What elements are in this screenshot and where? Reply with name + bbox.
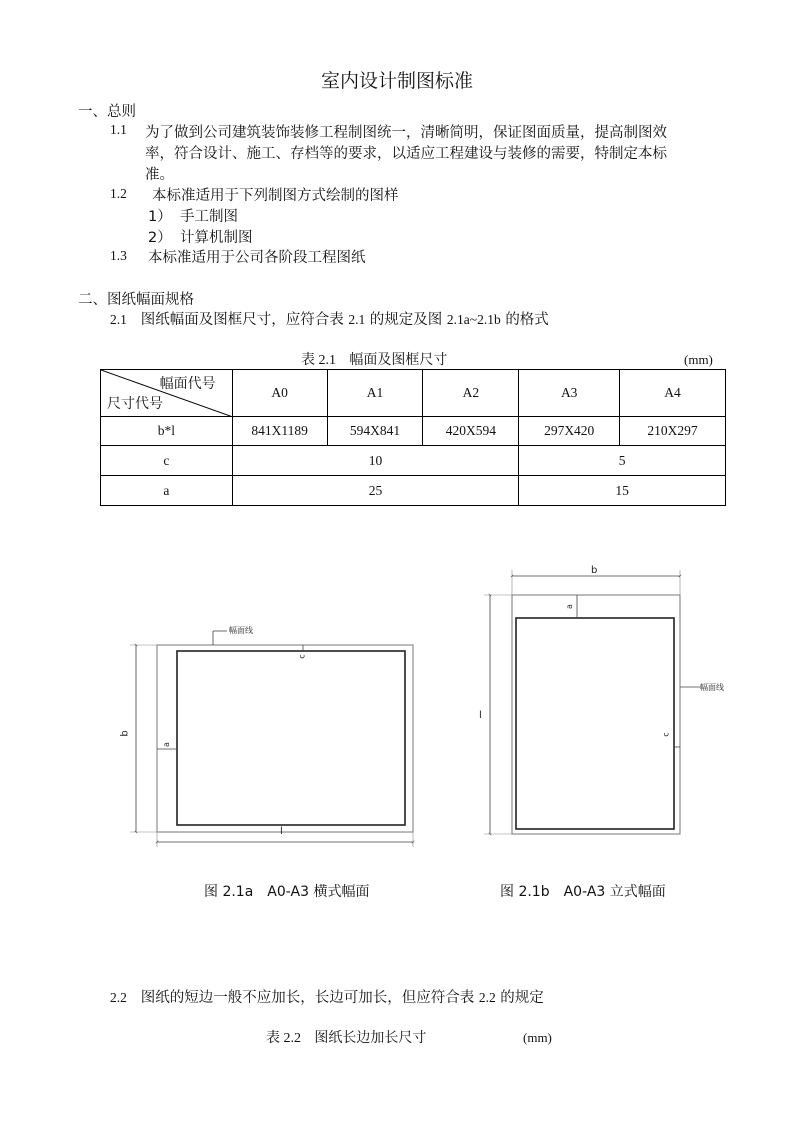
item-2-2-text: 图纸的短边一般不应加长，长边可加长，但应符合表 [140, 990, 475, 1006]
item-2-1-mid: 的规定及图 [369, 312, 443, 328]
header-cell: A2 [423, 370, 519, 417]
row-label: a [101, 476, 233, 506]
header-cell: A1 [327, 370, 423, 417]
diag-top-label: 幅面代号 [159, 376, 216, 392]
table-cell: 594X841 [327, 417, 423, 446]
item-2-2-number: 2.2 [110, 990, 127, 1005]
fig-b-dim-a: a [564, 604, 574, 609]
fig-a-dim-l: l [280, 826, 283, 837]
table-2-unit: (mm) [523, 1030, 552, 1045]
figure-landscape [120, 615, 430, 850]
item-2-2-end: 的规定 [500, 990, 544, 1006]
table-cell: 297X420 [519, 417, 620, 446]
item-1-3-number: 1.3 [110, 248, 127, 263]
drawing-frame [516, 618, 674, 829]
item-1-3-text: 本标准适用于公司各阶段工程图纸 [148, 250, 366, 266]
row-label: c [101, 446, 233, 476]
item-2-1-figure-ref: 2.1a~2.1b [446, 312, 501, 327]
drawing-frame [177, 651, 405, 825]
figure-portrait [478, 560, 738, 850]
item-1-1-line1: 为了做到公司建筑装饰装修工程制图统一，清晰简明，保证图面质量，提高制图效 [145, 125, 667, 141]
item-2-1-table-ref: 2.1 [348, 312, 366, 327]
table-row-c [101, 446, 726, 476]
table-1-caption [301, 349, 447, 369]
item-2-1 [110, 308, 549, 329]
item-1-2-number: 1.2 [110, 186, 127, 201]
fig-a-dim-c: c [297, 654, 307, 659]
figure-a-caption: 图 2.1a A0-A3 横式幅面 [204, 884, 370, 900]
table-1-caption-text: 幅面及图框尺寸 [349, 352, 448, 368]
sub-1-number: 1） [148, 209, 172, 225]
fig-b-dim-c: c [661, 732, 671, 737]
table-cell: 841X1189 [232, 417, 327, 446]
table-1-caption-number: 表 2.1 [301, 353, 336, 368]
page-title: 室内设计制图标准 [320, 70, 473, 92]
item-1-2-text: 本标准适用于下列制图方式绘制的图样 [152, 188, 399, 204]
sub-1-text: 手工制图 [180, 209, 238, 225]
table-cell: 25 [232, 476, 519, 506]
item-2-1-end: 的格式 [505, 312, 549, 328]
header-cell: A4 [620, 370, 726, 417]
fig-b-frame-line-label: 幅面线 [700, 683, 724, 692]
table-2-caption [266, 1027, 426, 1047]
item-2-1-number: 2.1 [110, 312, 127, 327]
section-2-heading: 二、图纸幅面规格 [78, 292, 194, 308]
table-header-row [101, 370, 726, 417]
table-cell: 210X297 [620, 417, 726, 446]
item-1-1-line3: 准。 [145, 167, 174, 183]
fig-a-dim-b: b [119, 730, 131, 737]
fig-b-dim-b: b [591, 565, 598, 576]
table-1-unit: (mm) [684, 352, 713, 367]
table-2-caption-text: 图纸长边加长尺寸 [314, 1030, 427, 1046]
sub-2-text: 计算机制图 [180, 230, 253, 246]
item-2-2-table-ref: 2.2 [478, 990, 496, 1005]
table-row-bl [101, 417, 726, 446]
section-1-heading: 一、总则 [78, 104, 136, 120]
item-2-2 [110, 986, 544, 1007]
paper-boundary [512, 595, 680, 834]
figure-b-caption: 图 2.1b A0-A3 立式幅面 [500, 884, 666, 900]
header-cell: A3 [519, 370, 620, 417]
diag-bottom-label: 尺寸代号 [107, 396, 163, 412]
diagonal-header-cell [101, 370, 233, 417]
table-row-a [101, 476, 726, 506]
fig-b-dim-l: l [479, 710, 482, 721]
item-2-1-text: 图纸幅面及图框尺寸，应符合表 [140, 312, 344, 328]
fig-a-frame-line-label: 幅面线 [229, 626, 253, 635]
table-cell: 10 [232, 446, 519, 476]
table-cell: 5 [519, 446, 726, 476]
fig-a-dim-a: a [161, 742, 171, 747]
paper-boundary [157, 645, 413, 832]
item-1-1-line2: 率，符合设计、施工、存档等的要求，以适应工程建设与装修的需要，特制定本标 [145, 146, 667, 162]
table-cell: 15 [519, 476, 726, 506]
table-cell: 420X594 [423, 417, 519, 446]
table-frame-sizes [100, 369, 726, 506]
table-2-caption-number: 表 2.2 [266, 1031, 301, 1046]
row-label: b*l [101, 417, 233, 446]
header-cell: A0 [232, 370, 327, 417]
item-1-1-number: 1.1 [110, 122, 127, 137]
sub-2-number: 2） [148, 230, 172, 246]
